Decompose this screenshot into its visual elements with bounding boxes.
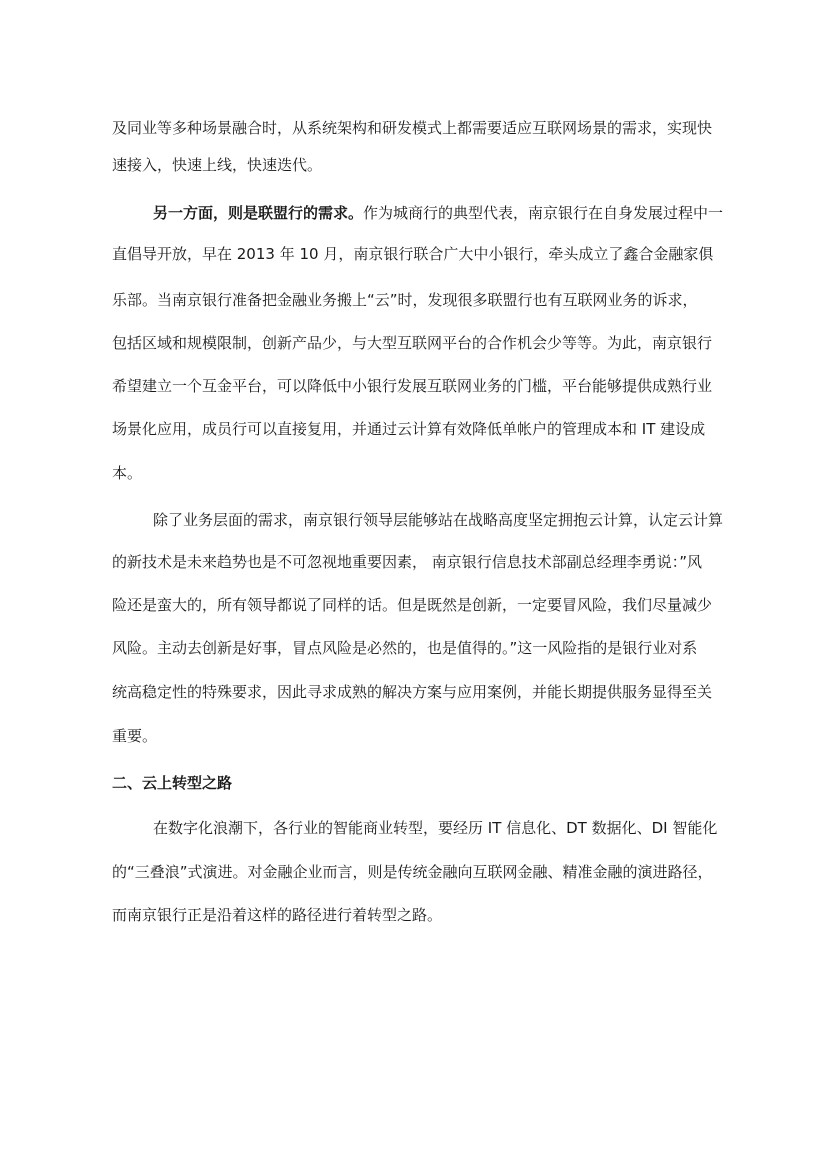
paragraph-3-line-1: 除了业务层面的需求，南京银行领导层能够站在战略高度坚定拥抱云计算，认定云计算 bbox=[153, 511, 724, 529]
paragraph-2-line-3: 乐部。当南京银行准备把金融业务搬上“云”时，发现很多联盟行也有互联网业务的诉求， bbox=[112, 291, 698, 309]
paragraph-1-line-2: 速接入，快速上线，快速迭代。 bbox=[112, 156, 323, 174]
paragraph-2-lead: 另一方面，则是联盟行的需求。 bbox=[153, 204, 364, 222]
section-heading: 二、云上转型之路 bbox=[112, 774, 233, 792]
paragraph-1-line-1: 及同业等多种场景融合时，从系统架构和研发模式上都需要适应互联网场景的需求，实现快 bbox=[112, 119, 713, 137]
paragraph-2-line-4: 包括区域和规模限制，创新产品少，与大型互联网平台的合作机会少等等。为此，南京银行 bbox=[112, 334, 713, 352]
paragraph-3-line-6: 重要。 bbox=[112, 727, 158, 745]
paragraph-3-line-3: 险还是蛮大的，所有领导都说了同样的话。但是既然是创新，一定要冒风险，我们尽量减少 bbox=[112, 596, 713, 614]
paragraph-2-line-1-rest: 作为城商行的典型代表，南京银行在自身发展过程中一 bbox=[363, 204, 724, 222]
paragraph-2-line-1 bbox=[153, 203, 723, 223]
paragraph-2-line-7: 本。 bbox=[112, 464, 143, 482]
paragraph-3-line-4: 风险。主动去创新是好事，冒点风险是必然的，也是值得的。”这一风险指的是银行业对系 bbox=[112, 639, 698, 657]
paragraph-2-line-2: 直倡导开放，早在 2013 年 10 月，南京银行联合广大中小银行，牵头成立了鑫合金融家俱 bbox=[112, 245, 714, 263]
paragraph-3-line-2: 的新技术是未来趋势也是不可忽视地重要因素， 南京银行信息技术部副总经理李勇说：”风 bbox=[112, 553, 703, 571]
paragraph-2-line-6: 场景化应用，成员行可以直接复用，并通过云计算有效降低单帐户的管理成本和 IT 建设成 bbox=[112, 420, 706, 438]
paragraph-3-line-5: 统高稳定性的特殊要求，因此寻求成熟的解决方案与应用案例，并能长期提供服务显得至关 bbox=[112, 683, 713, 701]
paragraph-4-line-1: 在数字化浪潮下，各行业的智能商业转型，要经历 IT 信息化、DT 数据化、DI 智能化 bbox=[153, 819, 718, 837]
paragraph-4-line-2: 的“三叠浪”式演进。对金融企业而言，则是传统金融向互联网金融、精准金融的演进路径， bbox=[112, 863, 713, 881]
paragraph-4-line-3: 而南京银行正是沿着这样的路径进行着转型之路。 bbox=[112, 906, 443, 924]
paragraph-2-line-5: 希望建立一个互金平台，可以降低中小银行发展互联网业务的门槛，平台能够提供成熟行业 bbox=[112, 377, 713, 395]
